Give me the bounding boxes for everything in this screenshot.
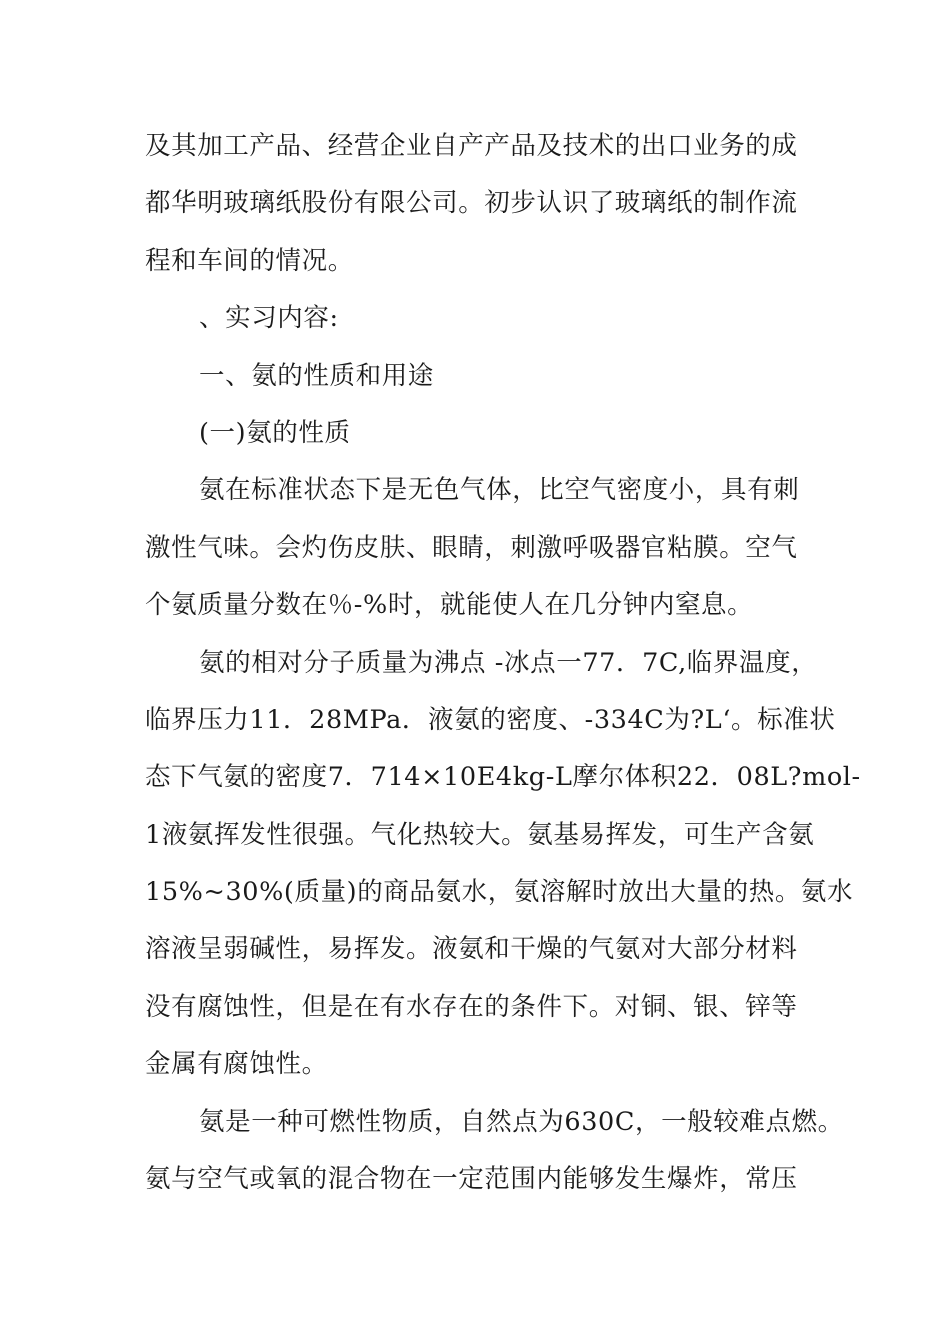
text-line: 一、氨的性质和用途 xyxy=(199,360,434,391)
text-line: (一)氨的性质 xyxy=(199,417,351,448)
text-line: 程和车间的情况。 xyxy=(145,245,354,276)
text-line: 都华明玻璃纸股份有限公司。初步认识了玻璃纸的制作流 xyxy=(145,188,798,219)
text-line: 溶液呈弱碱性，易挥发。液氨和干燥的气氨对大部分材料 xyxy=(145,934,798,965)
text-line: 氨是一种可燃性物质，自然点为630C，一般较难点燃。 xyxy=(199,1106,844,1137)
text-line: 氨的相对分子质量为沸点 -冰点一77．7C,临界温度， xyxy=(199,647,818,678)
text-line: 临界压力11．28MPa．液氨的密度、-334C为?L‘。标准状 xyxy=(145,704,836,735)
text-line: 、实习内容: xyxy=(199,303,339,334)
text-line: 15%~30%(质量)的商品氨水，氨溶解时放出大量的热。氨水 xyxy=(145,877,854,908)
text-line: 氨在标准状态下是无色气体，比空气密度小，具有刺 xyxy=(199,475,800,506)
text-line: 金属有腐蚀性。 xyxy=(145,1049,328,1080)
text-line: 没有腐蚀性，但是在有水存在的条件下。对铜、银、锌等 xyxy=(145,991,798,1022)
text-line: 激性气味。会灼伤皮肤、眼睛，刺激呼吸器官粘膜。空气 xyxy=(145,532,798,563)
text-line: 1液氨挥发性很强。气化热较大。氨基易挥发，可生产含氨 xyxy=(145,819,815,850)
text-line: 态下气氨的密度7．714×10E4kg-L摩尔体积22．08L?mol- xyxy=(145,762,861,793)
text-line: 个氨质量分数在％-%时，就能使人在几分钟内窒息。 xyxy=(145,590,754,621)
text-line: 氨与空气或氧的混合物在一定范围内能够发生爆炸，常压 xyxy=(145,1164,798,1195)
body-text xyxy=(145,118,861,1208)
text-line: 及其加工产品、经营企业自产产品及技术的出口业务的成 xyxy=(145,131,798,161)
